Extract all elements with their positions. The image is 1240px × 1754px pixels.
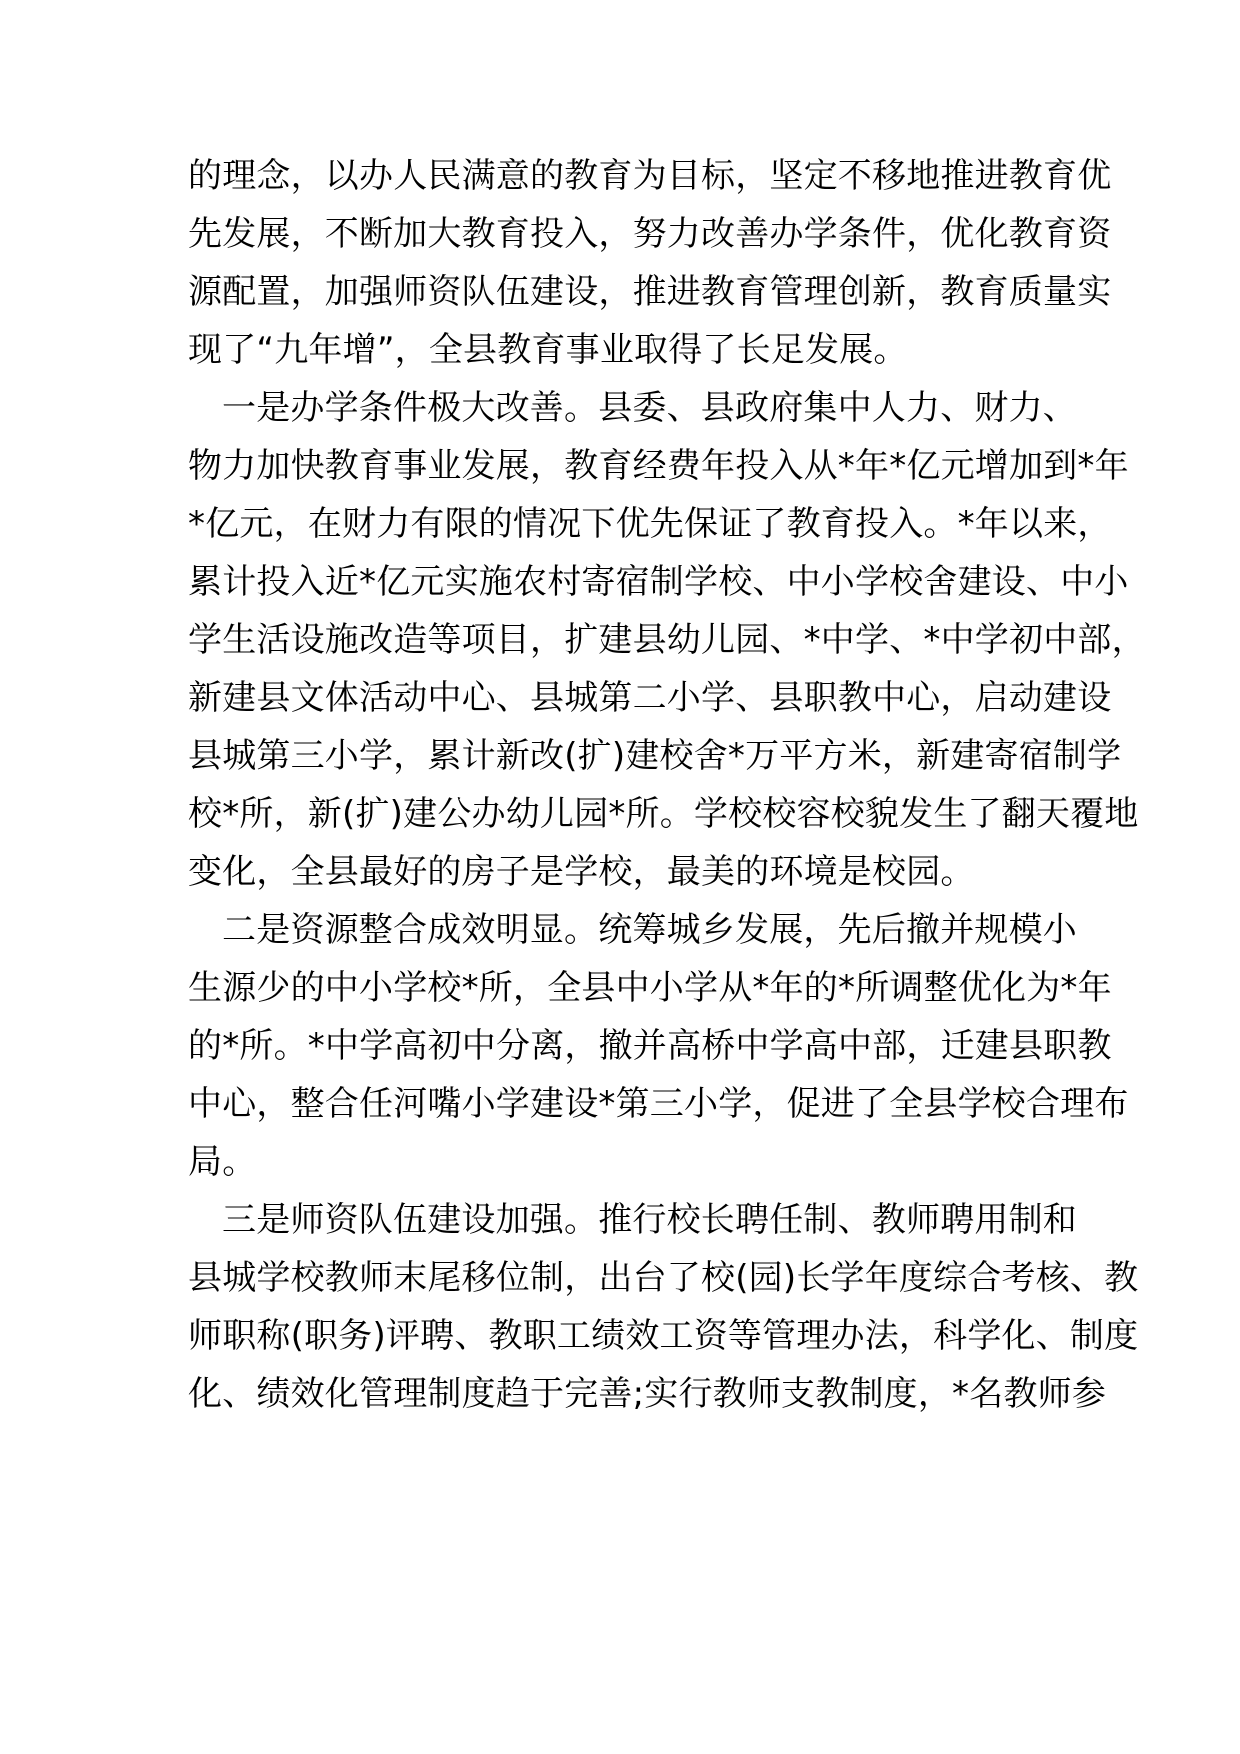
text-line: 师职称(职务)评聘、教职工绩效工资等管理办法，科学化、制度 — [188, 1316, 1139, 1356]
text-line: 校*所，新(扩)建公办幼儿园*所。学校校容校貌发生了翻天覆地 — [188, 794, 1139, 834]
text-line: 先发展，不断加大教育投入，努力改善办学条件，优化教育资 — [188, 214, 1112, 254]
text-line: 化、绩效化管理制度趋于完善;实行教师支教制度，*名教师参 — [188, 1374, 1107, 1414]
text-line: 学生活设施改造等项目，扩建县幼儿园、*中学、*中学初中部， — [188, 620, 1146, 660]
text-line: 县城第三小学，累计新改(扩)建校舍*万平方米，新建寄宿制学 — [188, 736, 1122, 776]
text-line: 新建县文体活动中心、县城第二小学、县职教中心，启动建设 — [188, 678, 1112, 718]
text-line: 生源少的中小学校*所，全县中小学从*年的*所调整优化为*年 — [188, 968, 1112, 1008]
text-line: 的*所。*中学高初中分离，撤并高桥中学高中部，迁建县职教 — [188, 1026, 1112, 1066]
text-line: 物力加快教育事业发展，教育经费年投入从*年*亿元增加到*年 — [188, 446, 1129, 486]
text-line: 中心，整合任河嘴小学建设*第三小学，促进了全县学校合理布 — [188, 1084, 1129, 1124]
text-line: 县城学校教师末尾移位制，出台了校(园)长学年度综合考核、教 — [188, 1258, 1139, 1298]
paragraph-3-first-line: 三是师资队伍建设加强。推行校长聘任制、教师聘用制和 — [222, 1200, 1077, 1240]
text-line: 现了“九年增”，全县教育事业取得了长足发展。 — [188, 330, 908, 370]
text-line: 局。 — [188, 1142, 257, 1182]
text-line: 的理念，以办人民满意的教育为目标，坚定不移地推进教育优 — [188, 156, 1112, 196]
paragraph-1-first-line: 一是办学条件极大改善。县委、县政府集中人力、财力、 — [222, 388, 1077, 428]
text-line: 累计投入近*亿元实施农村寄宿制学校、中小学校舍建设、中小 — [188, 562, 1129, 602]
text-line: 变化，全县最好的房子是学校，最美的环境是校园。 — [188, 852, 975, 892]
text-line: *亿元，在财力有限的情况下优先保证了教育投入。*年以来， — [188, 504, 1112, 544]
paragraph-2-first-line: 二是资源整合成效明显。统筹城乡发展，先后撤并规模小 — [222, 910, 1077, 950]
text-line: 源配置，加强师资队伍建设，推进教育管理创新，教育质量实 — [188, 272, 1112, 312]
